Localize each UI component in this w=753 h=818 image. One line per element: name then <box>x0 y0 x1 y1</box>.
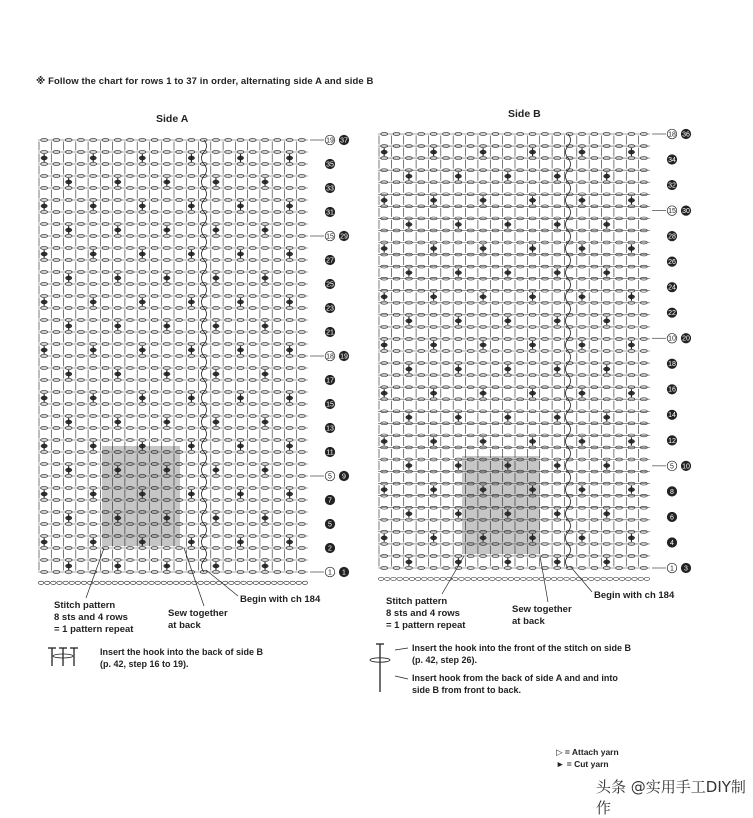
side-a-row-label-filled: 27 <box>326 257 334 265</box>
side-b-foundation-chain <box>453 577 458 580</box>
side-a-foundation-chain <box>210 581 215 584</box>
side-b-foundation-chain <box>459 577 464 580</box>
side-b-foundation-chain <box>385 577 390 580</box>
note-back-side-b-line1: Insert hook from the back of side A and and into <box>412 673 618 683</box>
side-a-foundation-chain <box>253 581 258 584</box>
side-a-foundation-chain <box>173 581 178 584</box>
side-a-begin-note: Begin with ch 184 <box>240 594 321 605</box>
side-a-stitch-pattern-line3: = 1 pattern repeat <box>54 624 134 635</box>
side-a-foundation-chain <box>180 581 185 584</box>
side-a-callout-line <box>86 548 104 598</box>
side-a-callout-line <box>206 570 238 596</box>
side-b-foundation-chain <box>514 577 519 580</box>
side-b-foundation-chain <box>595 577 600 580</box>
side-a-foundation-chain <box>45 581 50 584</box>
note-back-side-a-line1: Insert the hook into the back of side B <box>100 647 264 657</box>
side-b-foundation-chain <box>490 577 495 580</box>
legend-cut-yarn: ► = Cut yarn <box>556 759 609 769</box>
symbol-front-callout <box>395 648 408 650</box>
side-a-row-label-filled: 21 <box>326 329 334 337</box>
side-a-row-label-filled: 15 <box>326 401 334 409</box>
side-b-row-label-open: 1 <box>670 565 674 573</box>
side-a-foundation-chain <box>155 581 160 584</box>
side-b-row-label-filled: 26 <box>668 259 676 267</box>
side-a-row-label-open: 15 <box>326 233 334 241</box>
side-a-row-label-filled: 29 <box>340 233 348 241</box>
side-a-sew-note <box>168 608 228 632</box>
side-a-row-label-open: 1 <box>328 569 332 577</box>
side-b-foundation-chain <box>471 577 476 580</box>
side-a-foundation-chain <box>241 581 246 584</box>
side-a-foundation-chain <box>94 581 99 584</box>
side-b-foundation-chain <box>465 577 470 580</box>
side-b-foundation-chain <box>558 577 563 580</box>
side-a-foundation-chain <box>272 581 277 584</box>
side-b-foundation-chain <box>397 577 402 580</box>
side-b-row-label-open: 15 <box>668 207 676 215</box>
side-a-row-label-filled: 31 <box>326 209 334 217</box>
side-b-foundation-chain <box>644 577 649 580</box>
side-a-foundation-chain <box>167 581 172 584</box>
side-a-row-label-filled: 5 <box>328 521 332 529</box>
note-back-side-b-line2: side B from front to back. <box>412 685 522 695</box>
side-b-row-label-filled: 6 <box>670 514 674 522</box>
side-a-row-label-filled: 37 <box>340 137 348 145</box>
side-a-foundation-chain <box>204 581 209 584</box>
side-b-row-label-filled: 30 <box>682 207 690 215</box>
side-b-row-label-open: 10 <box>668 335 676 343</box>
side-a-stitch-pattern-line2: 8 sts and 4 rows <box>54 612 128 623</box>
side-b-foundation-chain <box>428 577 433 580</box>
side-a-row-label-open: 5 <box>328 473 332 481</box>
side-a-row-label-filled: 23 <box>326 305 334 313</box>
side-b-row-label-open: 18 <box>668 131 676 139</box>
side-a-row-label-filled: 1 <box>342 569 346 577</box>
note-back-side-a <box>100 646 263 670</box>
side-b-foundation-chain <box>391 577 396 580</box>
side-a-foundation-chain <box>75 581 80 584</box>
side-a-row-label-filled: 25 <box>326 281 334 289</box>
side-b-foundation-chain <box>589 577 594 580</box>
side-b-sew-note <box>512 604 572 628</box>
side-b-row-label-filled: 16 <box>668 386 676 394</box>
side-b-foundation-chain <box>570 577 575 580</box>
side-a-row-label-filled: 13 <box>326 425 334 433</box>
side-a-foundation-chain <box>137 581 142 584</box>
side-a-foundation-chain <box>290 581 295 584</box>
side-b-row-label-filled: 22 <box>668 310 676 318</box>
side-a-foundation-chain <box>284 581 289 584</box>
side-b-foundation-chain <box>477 577 482 580</box>
side-a-foundation-chain <box>57 581 62 584</box>
side-b-title: Side B <box>508 108 541 120</box>
watermark: 头条 @实用手工DIY制作 <box>596 778 746 817</box>
side-b-foundation-chain <box>626 577 631 580</box>
side-b-foundation-chain <box>508 577 513 580</box>
side-b-foundation-chain <box>601 577 606 580</box>
side-b-stitch-pattern-line3: = 1 pattern repeat <box>386 620 466 631</box>
note-front-side-b-line2: (p. 42, step 26). <box>412 655 478 665</box>
symbol-back-b-callout <box>395 676 408 679</box>
side-b-row-label-filled: 28 <box>668 233 676 241</box>
side-b-foundation-chain <box>619 577 624 580</box>
legend-attach-yarn: ▷ = Attach yarn <box>556 747 619 757</box>
side-b-row-label-filled: 12 <box>668 437 676 445</box>
side-a-stitch-pattern-line1: Stitch pattern <box>54 600 116 611</box>
side-a-callout-line <box>184 548 204 606</box>
side-b-foundation-chain <box>378 577 383 580</box>
side-a-foundation-chain <box>130 581 135 584</box>
side-a-title: Side A <box>156 113 189 125</box>
side-b-sew-line2: at back <box>512 616 545 627</box>
note-back-side-b <box>412 672 618 696</box>
side-a-foundation-chain <box>69 581 74 584</box>
side-a-foundation-chain <box>63 581 68 584</box>
side-b-stitch-pattern-line2: 8 sts and 4 rows <box>386 608 460 619</box>
side-a-foundation-chain <box>229 581 234 584</box>
side-a-row-label-filled: 2 <box>328 545 332 553</box>
side-a-row-label-filled: 11 <box>326 449 334 457</box>
side-a-foundation-chain <box>161 581 166 584</box>
side-a-foundation-chain <box>259 581 264 584</box>
side-b-foundation-chain <box>403 577 408 580</box>
side-a-row-label-filled: 33 <box>326 185 334 193</box>
side-b-foundation-chain <box>502 577 507 580</box>
side-b-foundation-chain <box>527 577 532 580</box>
side-a-row-label-filled: 17 <box>326 377 334 385</box>
side-a-foundation-chain <box>278 581 283 584</box>
side-a-foundation-chain <box>198 581 203 584</box>
side-b-foundation-chain <box>483 577 488 580</box>
side-a-sew-line1: Sew together <box>168 608 228 619</box>
side-b-row-label-filled: 24 <box>668 284 676 292</box>
side-a-foundation-chain <box>247 581 252 584</box>
side-b-foundation-chain <box>638 577 643 580</box>
side-a-row-label-open: 18 <box>326 353 334 361</box>
side-b-foundation-chain <box>582 577 587 580</box>
note-back-side-a-line2: (p. 42, step 16 to 19). <box>100 659 189 669</box>
side-a-foundation-chain <box>81 581 86 584</box>
side-a-foundation-chain <box>143 581 148 584</box>
side-a-stitch-pattern <box>54 600 133 636</box>
side-a-row-label-filled: 19 <box>340 353 348 361</box>
side-b-foundation-chain <box>632 577 637 580</box>
side-a-row-label-filled: 9 <box>342 473 346 481</box>
side-a-foundation-chain <box>302 581 307 584</box>
side-a-foundation-chain <box>100 581 105 584</box>
side-b-foundation-chain <box>409 577 414 580</box>
side-b-begin-note: Begin with ch 184 <box>594 590 675 601</box>
side-a-row-label-open: 19 <box>326 137 334 145</box>
side-b-row-label-filled: 4 <box>670 539 674 547</box>
side-b-sew-line1: Sew together <box>512 604 572 615</box>
side-b-foundation-chain <box>496 577 501 580</box>
side-b-stitch-pattern <box>386 596 465 632</box>
side-a-row-label-filled: 35 <box>326 161 334 169</box>
side-b-foundation-chain <box>415 577 420 580</box>
side-b-foundation-chain <box>440 577 445 580</box>
side-b-row-label-open: 5 <box>670 463 674 471</box>
side-b-row-label-filled: 10 <box>682 463 690 471</box>
side-b-row-label-filled: 36 <box>682 131 690 139</box>
side-b-foundation-chain <box>564 577 569 580</box>
side-a-foundation-chain <box>265 581 270 584</box>
side-b-foundation-chain <box>607 577 612 580</box>
side-b-row-label-filled: 32 <box>668 182 676 190</box>
note-front-side-b <box>412 642 631 666</box>
side-b-foundation-chain <box>422 577 427 580</box>
side-a-foundation-chain <box>124 581 129 584</box>
side-a-foundation-chain <box>38 581 43 584</box>
side-b-foundation-chain <box>545 577 550 580</box>
side-b-row-label-filled: 14 <box>668 412 676 420</box>
side-b-row-label-filled: 18 <box>668 361 676 369</box>
side-b-row-label-filled: 34 <box>668 156 676 164</box>
side-a-foundation-chain <box>235 581 240 584</box>
chart-instructions: ※ Follow the chart for rows 1 to 37 in order, alternating side A and side B <box>36 76 374 87</box>
side-a-foundation-chain <box>296 581 301 584</box>
side-b-stitch-pattern-line1: Stitch pattern <box>386 596 448 607</box>
side-b-row-label-filled: 3 <box>684 565 688 573</box>
side-a-row-label-filled: 7 <box>328 497 332 505</box>
side-b-foundation-chain <box>551 577 556 580</box>
side-a-foundation-chain <box>112 581 117 584</box>
side-b-foundation-chain <box>521 577 526 580</box>
side-a-foundation-chain <box>51 581 56 584</box>
side-a-sew-line2: at back <box>168 620 201 631</box>
side-b-callout-line <box>540 556 548 602</box>
side-b-row-label-filled: 20 <box>682 335 690 343</box>
side-b-row-label-filled: 8 <box>670 488 674 496</box>
note-front-side-b-line1: Insert the hook into the front of the stitch on side B <box>412 643 631 653</box>
side-a-foundation-chain <box>149 581 154 584</box>
side-a-foundation-chain <box>118 581 123 584</box>
side-b-foundation-chain <box>613 577 618 580</box>
side-b-foundation-chain <box>434 577 439 580</box>
side-a-foundation-chain <box>186 581 191 584</box>
side-b-foundation-chain <box>533 577 538 580</box>
side-a-foundation-chain <box>106 581 111 584</box>
